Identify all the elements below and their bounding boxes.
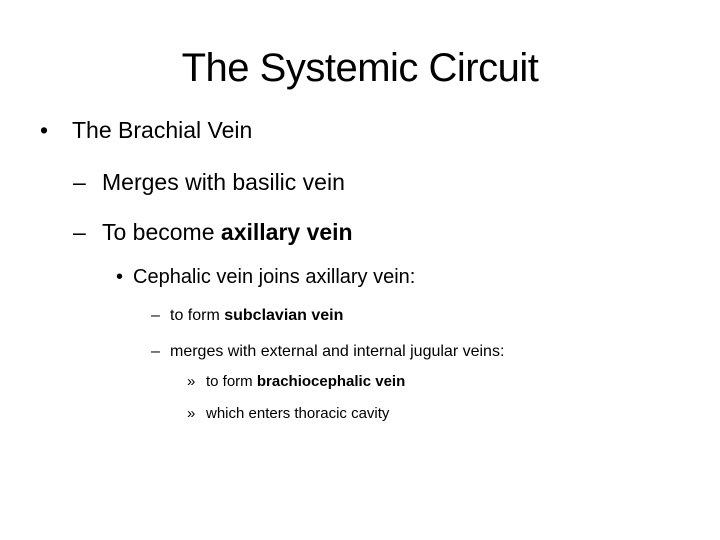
level5-bullet-item: [206, 373, 405, 391]
level4-bullet-item: [170, 342, 504, 362]
dash-marker: –: [151, 343, 160, 360]
chevron-marker: »: [187, 405, 196, 422]
level5-bullet-text: to form: [206, 373, 257, 390]
level3-bullet-item: [133, 265, 415, 289]
slide-title: The Systemic Circuit: [181, 46, 539, 90]
chevron-marker: »: [187, 373, 196, 390]
level4-bullet-text: merges with external and internal jugular veins:: [170, 343, 505, 360]
dash-marker: –: [151, 307, 160, 324]
bullet-text: The Brachial Vein: [72, 117, 253, 143]
sub-bullet-text: To become: [102, 219, 221, 245]
dash-marker: –: [73, 219, 86, 245]
level5-bullet-bold-text: brachiocephalic vein: [256, 373, 406, 390]
level5-bullet-item: [206, 405, 389, 423]
sub-bullet-item: [102, 218, 353, 246]
level4-bullet-bold-text: subclavian vein: [224, 307, 344, 324]
level4-bullet-text: to form: [170, 307, 225, 324]
bullet-marker: •: [40, 117, 49, 143]
sub-bullet-bold-text: axillary vein: [220, 219, 353, 245]
level3-bullet-text: Cephalic vein joins axillary vein:: [133, 266, 416, 288]
level4-bullet-item: [170, 306, 343, 326]
sub-bullet-item: [102, 168, 345, 196]
bullet-marker: •: [116, 266, 124, 288]
level5-bullet-text: which enters thoracic cavity: [206, 405, 390, 422]
sub-bullet-text: Merges with basilic vein: [102, 169, 345, 195]
bullet-item: [72, 116, 252, 144]
dash-marker: –: [73, 169, 86, 195]
